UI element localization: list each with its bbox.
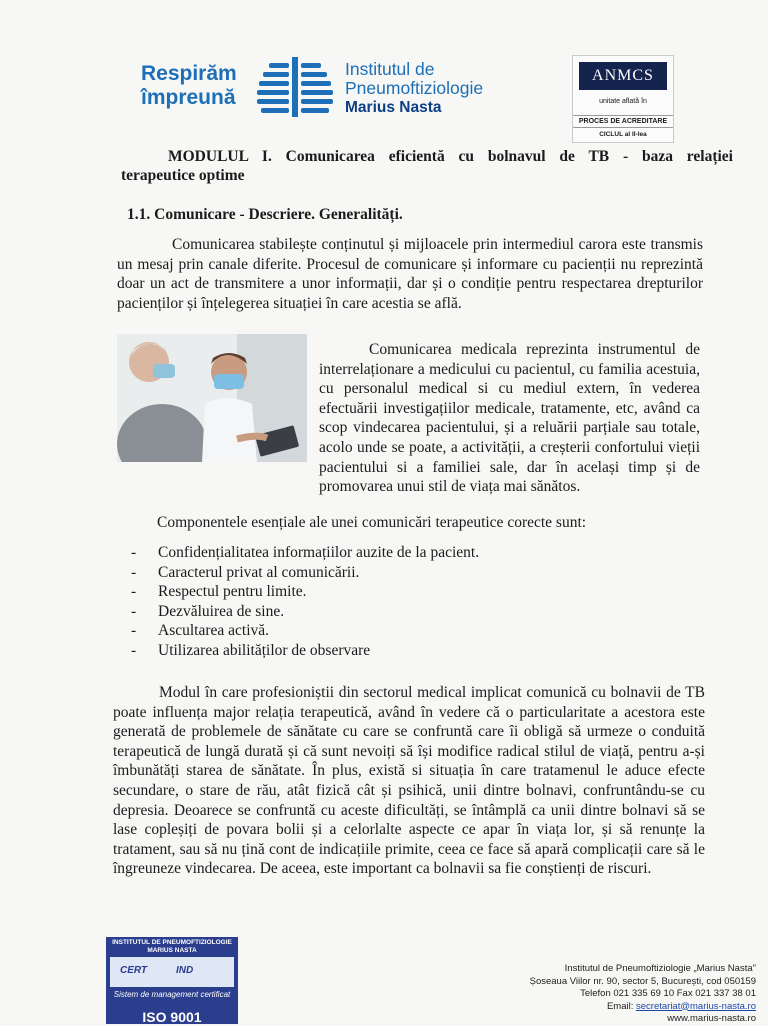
paragraph-2-text: Comunicarea medicala reprezinta instrumentul de interrelaționare a medicului cu pacientul, cu familia acestuia, cu personalul medical si cu mediul extern, în vederea efectuării investigațiilor medicale, tratamente, etc, având ca scop vindecarea pacientului, și a reluării parțiale sau totale, acolo unde se poate, a activității, a creșterii confortului vieții pacientului si a familiei sale, dar în același timp și de promovarea unui stil de viața mai sănătos.: [319, 341, 700, 496]
anmcs-badge: [572, 55, 674, 143]
list-item: - Dezvăluirea de sine.: [131, 602, 479, 622]
institute-line1: Institutul de: [345, 59, 435, 79]
iso-standard: ISO 9001: [142, 1009, 202, 1024]
anmcs-line3: CICLUL al II-lea: [599, 131, 647, 138]
module-title-line1: MODULUL I. Comunicarea eficientă cu bolnavul de TB - baza relației: [168, 148, 733, 165]
list-item: - Respectul pentru limite.: [131, 582, 479, 602]
list-item: - Caracterul privat al comunicării.: [131, 563, 479, 583]
institute-line2: Pneumoftiziologie: [345, 78, 484, 98]
iso-cert: CERT: [120, 965, 148, 976]
email-label: Email:: [606, 1000, 636, 1012]
footer-address: [530, 963, 756, 1026]
list-item: - Confidențialitatea informațiilor auzite de la pacient.: [131, 543, 479, 563]
anmcs-logo: ANMCS: [579, 62, 667, 90]
lungs-logo-icon: [255, 55, 335, 119]
email-link[interactable]: secretariat@marius-nasta.ro: [636, 1000, 756, 1012]
website-link[interactable]: www.marius-nasta.ro: [667, 1013, 756, 1024]
email-line: [530, 1001, 756, 1014]
iso-system: Sistem de management certificat: [113, 990, 231, 999]
address-line2: Șoseaua Viilor nr. 90, sector 5, București, cod 050159: [529, 975, 756, 987]
components-list: [131, 543, 479, 661]
slogan-line1: Respirăm: [141, 62, 237, 85]
institute-name: [345, 60, 483, 117]
address-line1: Institutul de Pneumoftiziologie „Marius Nasta": [564, 963, 756, 974]
address-line3: Telefon 021 335 69 10 Fax 021 337 38 01: [580, 988, 756, 999]
anmcs-line1: unitate aflată în: [599, 98, 647, 105]
paragraph-3: Modul în care profesioniștii din sectorul medical implicat comunică cu bolnavii de TB poate influența major relația terapeutică, având în vedere că o particularitate a acestora este generată de problemele de sănătate cu care se confruntă care îi obligă să urmeze o conduită terapeutică de lungă durată și că sunt nevoiți să își modifice radical stilul de viață, pentru a-și îmbunătăți starea de sănătate. În plus, există si situația în care tratamenul le aduce efecte secundare, o stare de rău, atât fizică cât și psihică, unii dintre bolnavi, confruntându-se cu depresia. Deoarece se confruntă cu aceste dificultăți, se întâmplă ca unii dintre bolnavi să se lase copleșiți de povara bolii și a celorlalte aspecte ce apar în viața lor, și să renunțe la tratament, sau să nu țină cont de indicațiile primite, ceea ce face să apară complicații care să le îngreuneze vindecarea. De aceea, este important ca bolnavii sa fie conștienți de riscuri.: [113, 684, 705, 878]
iso-certification-badge: [106, 937, 238, 1024]
iso-header: INSTITUTUL DE PNEUMOFTIZIOLOGIE MARIUS NASTA: [112, 939, 232, 954]
module-title-line2: terapeutice optime: [121, 167, 245, 184]
anmcs-line2: PROCES DE ACREDITARE: [573, 115, 673, 128]
components-intro: Componentele esențiale ale unei comunicări terapeutice corecte sunt:: [157, 514, 587, 531]
section-heading: 1.1. Comunicare - Descriere. Generalități.: [127, 206, 403, 223]
slogan-line2: împreună: [141, 86, 236, 109]
institute-line3: Marius Nasta: [345, 99, 442, 116]
module-title: [121, 147, 733, 185]
iso-ind: IND: [176, 965, 194, 976]
slogan: [141, 62, 237, 110]
paragraph-2: [117, 340, 700, 497]
paragraph-1: Comunicarea stabilește conținutul și mijloacele prin intermediul carora este transmis un mesaj prin canale diferite. Procesul de comunicare și informare cu pacienții nu reprezintă doar un act de transmitere a unor informații, dar și o condiție pentru respectarea drepturilor pacienților și înțelegerea situației în care acestia se află.: [117, 236, 703, 312]
list-item: - Ascultarea activă.: [131, 621, 479, 641]
list-item: - Utilizarea abilităților de observare: [131, 641, 479, 661]
